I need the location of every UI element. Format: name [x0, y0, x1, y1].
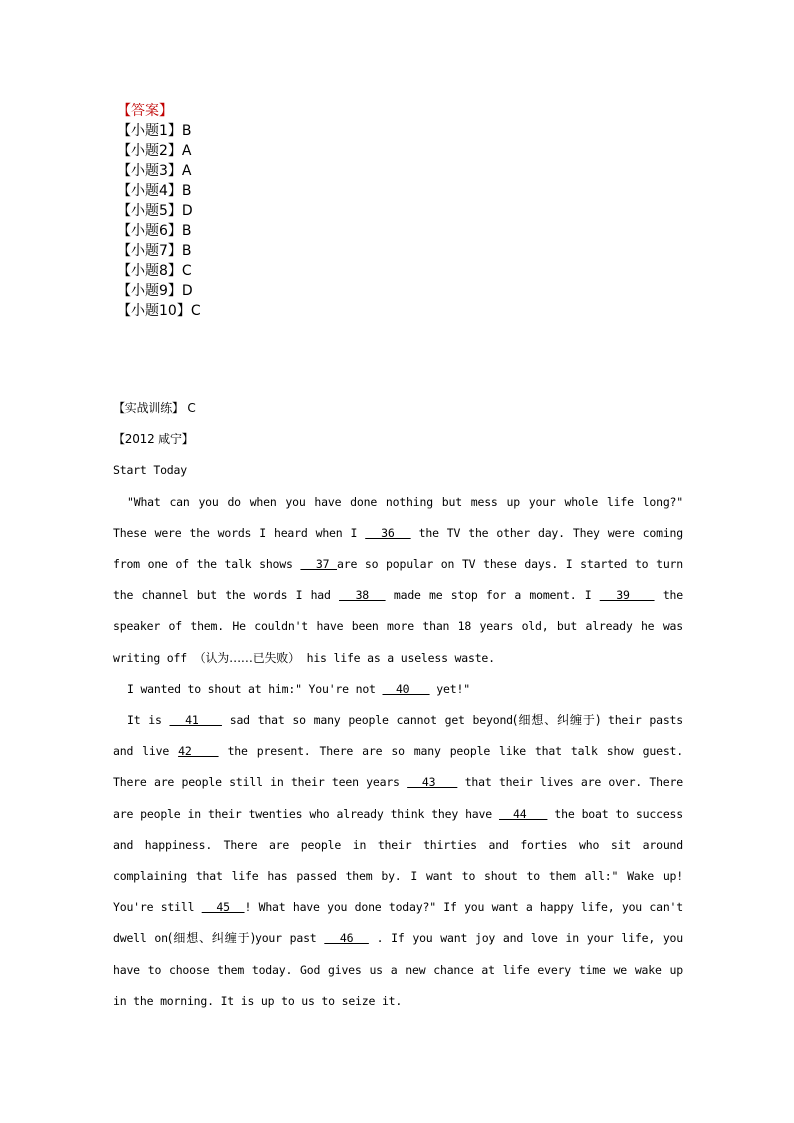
- answer-item-6: 【小题6】B: [117, 223, 192, 239]
- paragraph-2: [113, 674, 683, 705]
- p3-chinese-gloss-2: (细想、纠缠于): [167, 931, 255, 946]
- p3-text-5: that their lives are over. There are people in their twenties who already think they have: [113, 775, 683, 821]
- p1-chinese-gloss: （认为……已失败）: [193, 650, 300, 665]
- answer-item-5: 【小题5】D: [117, 203, 193, 219]
- p1-text-3: are so popular on TV these days. I started to turn the channel but the words I had: [113, 557, 683, 603]
- p1-text-2: the TV the other day. They were coming from one of the talk shows: [113, 525, 683, 572]
- blank-36: 36: [365, 525, 411, 540]
- answer-item-2: 【小题2】A: [117, 143, 192, 159]
- paragraph-1: [113, 487, 683, 674]
- p1-text-6: his life as a useless waste.: [299, 650, 495, 665]
- blank-43: 43: [407, 775, 458, 790]
- blank-40: 40: [382, 681, 430, 696]
- p3-text-6: the boat to success and happiness. There are people in their thirties and forties who sit around complaining that life has passed them by. I want to shout to them all:" Wake up! You're still: [113, 806, 683, 915]
- p1-text-5: the speaker of them. He couldn't have been more than 18 years old, but already he was writing off: [113, 588, 683, 665]
- blank-39: 39: [599, 588, 655, 603]
- answer-section: [117, 101, 201, 321]
- answer-item-9: 【小题9】D: [117, 283, 193, 299]
- answer-item-1: 【小题1】B: [117, 123, 192, 139]
- answer-item-8: 【小题8】C: [117, 263, 192, 279]
- answer-item-3: 【小题3】A: [117, 163, 192, 179]
- blank-37: 37: [300, 557, 337, 572]
- p3-text-3: their pasts and live: [113, 713, 683, 759]
- passage-title: Start Today: [113, 463, 187, 478]
- section-source: 【2012 咸宁】: [113, 432, 194, 447]
- blank-46: 46: [324, 931, 369, 946]
- p2-text-1: I wanted to shout at him:" You're not: [127, 681, 383, 696]
- passage-body: [113, 487, 683, 1017]
- answer-item-4: 【小题4】B: [117, 183, 192, 199]
- blank-44: 44: [498, 806, 548, 821]
- answer-item-10: 【小题10】C: [117, 303, 201, 319]
- p1-text-1: "What can you do when you have done nothing but mess up your whole life long?" These were the words I heard when I: [113, 494, 683, 540]
- p2-text-2: yet!": [429, 681, 470, 696]
- blank-45: 45: [201, 900, 245, 915]
- answer-heading: 【答案】: [117, 103, 173, 119]
- p3-text-2: sad that so many people cannot get beyond: [221, 713, 513, 728]
- practice-section: [113, 393, 683, 1017]
- p3-text-1: It is: [127, 713, 170, 728]
- blank-42: 42: [178, 744, 219, 759]
- p3-text-7: ! What have you done today?" If you want a happy life, you can't dwell on: [113, 900, 683, 946]
- p3-chinese-gloss-1: (细想、纠缠于): [512, 713, 601, 728]
- section-label: 【实战训练】 C: [113, 401, 196, 415]
- p3-text-9: . If you want joy and love in your life, you have to choose them today. God gives us a new chance at life every time we wake up in the morning. It is up to us to seize it.: [113, 931, 683, 1008]
- blank-41: 41: [169, 713, 222, 728]
- p3-text-8: your past: [254, 931, 325, 946]
- p3-text-4: the present. There are so many people like that talk show guest. There are people still in their teen years: [113, 744, 683, 790]
- paragraph-3: [113, 705, 683, 1017]
- blank-38: 38: [339, 588, 386, 603]
- answer-item-7: 【小题7】B: [117, 243, 192, 259]
- p1-text-4: made me stop for a moment. I: [385, 588, 600, 603]
